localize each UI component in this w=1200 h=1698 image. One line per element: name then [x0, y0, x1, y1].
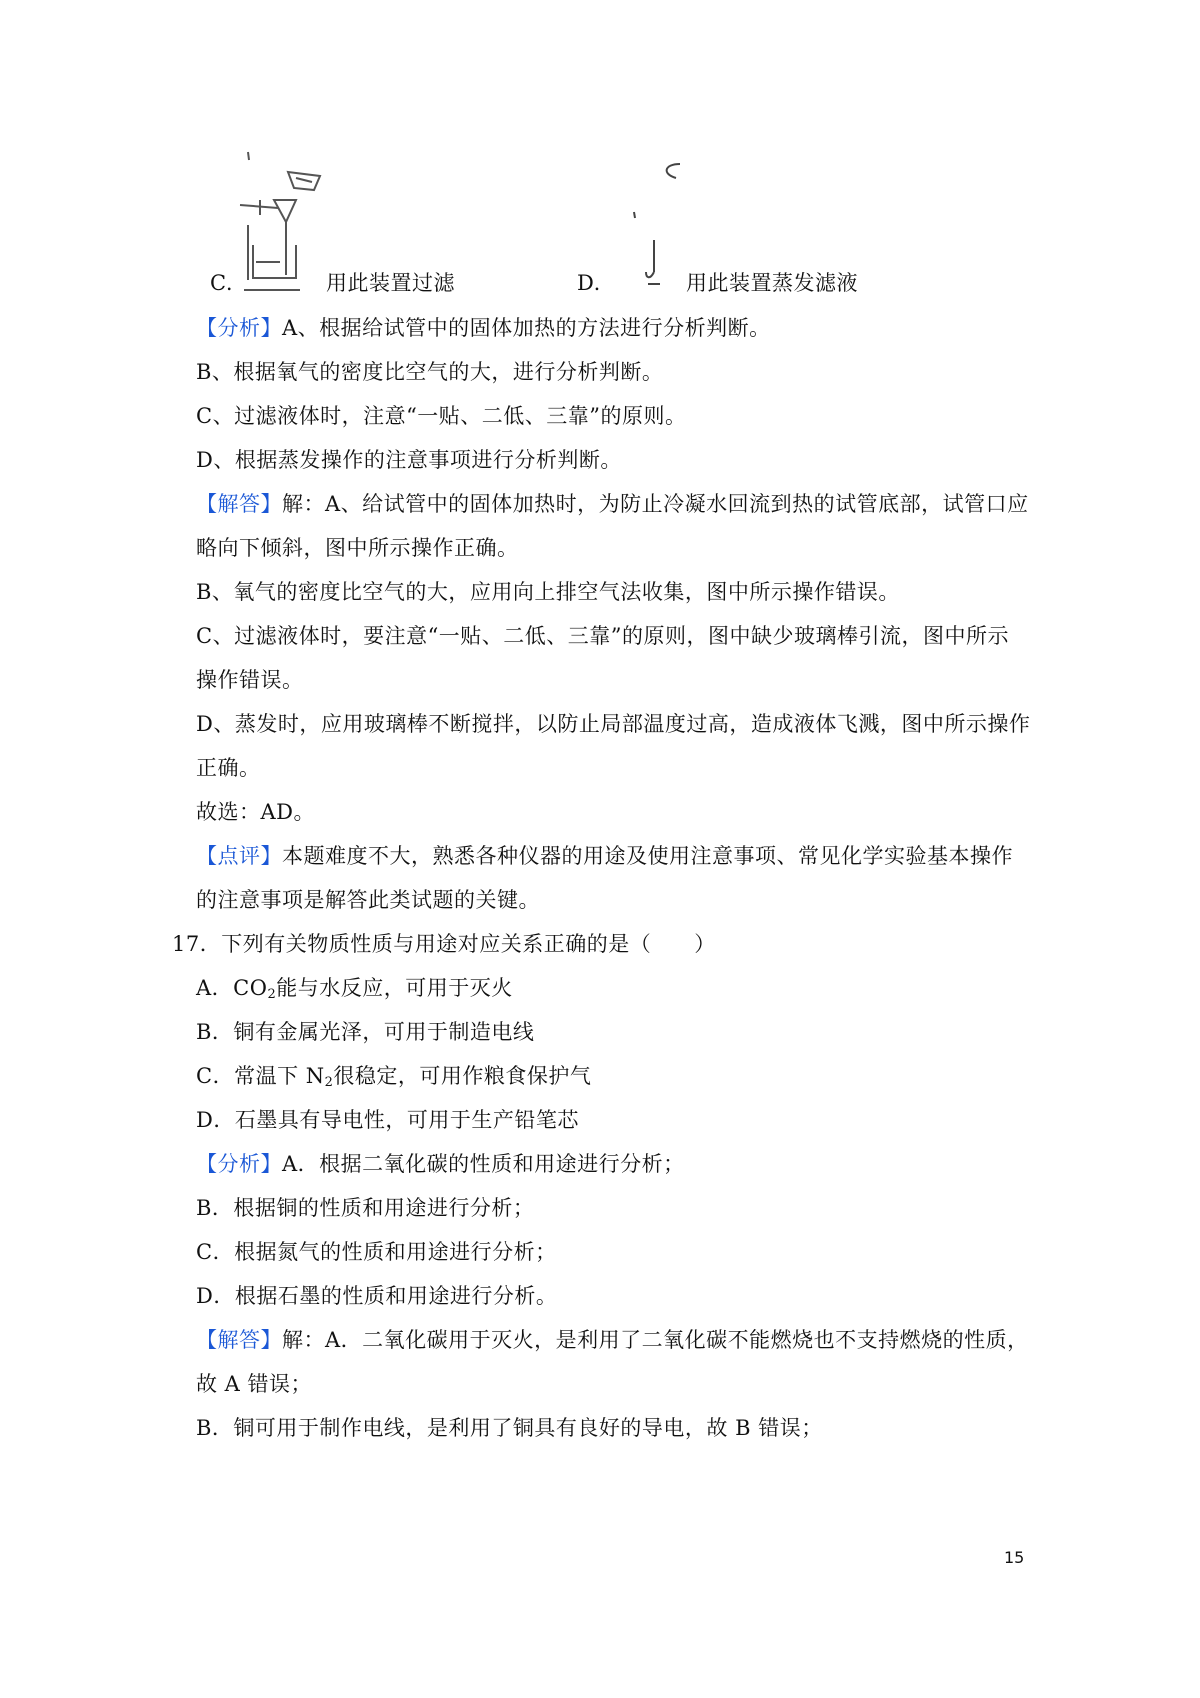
- figure-c-caption: 用此装置过滤: [326, 271, 455, 295]
- q16-analysis-line-1: 【分析】A、根据给试管中的固体加热的方法进行分析判断。: [196, 316, 771, 340]
- q16-answer-c-line-2: 操作错误。: [196, 668, 304, 692]
- answer-tag: 【解答】: [196, 492, 282, 516]
- analysis-tag: 【分析】: [196, 316, 282, 340]
- comment-tag: 【点评】: [196, 844, 282, 868]
- q17-analysis-line-1: 【分析】A．根据二氧化碳的性质和用途进行分析；: [196, 1152, 685, 1176]
- q17-option-a: A．$CO_2$能与水反应，可用于灭火: [196, 976, 513, 1002]
- q16-analysis-d: D、根据蒸发操作的注意事项进行分析判断。: [196, 448, 622, 472]
- analysis-tag: 【分析】: [196, 1152, 282, 1176]
- q16-answer-b: B、氧气的密度比空气的大，应用向上排空气法收集，图中所示操作错误。: [196, 580, 900, 604]
- evaporation-apparatus-image: [628, 150, 688, 290]
- q16-analysis-c: C、过滤液体时，注意“一贴、二低、三靠”的原则。: [196, 404, 687, 428]
- q17-answer-line-2: 故 A 错误；: [196, 1372, 313, 1396]
- q17-analysis-b: B．根据铜的性质和用途进行分析；: [196, 1196, 535, 1220]
- q16-answer-d-line-2: 正确。: [196, 756, 261, 780]
- q17-stem: 17．下列有关物质性质与用途对应关系正确的是（ ）: [172, 932, 716, 956]
- q16-comment-line-1: 【点评】本题难度不大，熟悉各种仪器的用途及使用注意事项、常见化学实验基本操作: [196, 844, 1013, 868]
- filtration-apparatus-image: [238, 150, 338, 300]
- q16-comment-line-2: 的注意事项是解答此类试题的关键。: [196, 888, 540, 912]
- q17-option-c: C．常温下 $N_2$很稳定，可用作粮食保护气: [196, 1064, 592, 1090]
- q16-answer-c-line-1: C、过滤液体时，要注意“一贴、二低、三靠”的原则，图中缺少玻璃棒引流，图中所示: [196, 624, 1010, 648]
- q17-analysis-d: D．根据石墨的性质和用途进行分析。: [196, 1284, 558, 1308]
- q17-option-b: B．铜有金属光泽，可用于制造电线: [196, 1020, 535, 1044]
- q16-choice: 故选：AD。: [196, 800, 316, 824]
- answer-tag: 【解答】: [196, 1328, 282, 1352]
- q17-answer-b: B．铜可用于制作电线，是利用了铜具有良好的导电，故 B 错误；: [196, 1416, 823, 1440]
- q16-answer-line-2: 略向下倾斜，图中所示操作正确。: [196, 536, 519, 560]
- q16-answer-line-1: 【解答】解：A、给试管中的固体加热时，为防止冷凝水回流到热的试管底部，试管口应: [196, 492, 1029, 516]
- figure-d-label: D.: [577, 271, 601, 295]
- q17-answer-line-1: 【解答】解：A．二氧化碳用于灭火，是利用了二氧化碳不能燃烧也不支持燃烧的性质，: [196, 1328, 1029, 1352]
- q16-analysis-b: B、根据氧气的密度比空气的大，进行分析判断。: [196, 360, 664, 384]
- q16-answer-d-line-1: D、蒸发时，应用玻璃棒不断搅拌，以防止局部温度过高，造成液体飞溅，图中所示操作: [196, 712, 1031, 736]
- q17-analysis-c: C．根据氮气的性质和用途进行分析；: [196, 1240, 557, 1264]
- figure-c-label: C.: [210, 271, 233, 295]
- figure-d-caption: 用此装置蒸发滤液: [686, 271, 858, 295]
- page-number: 15: [1004, 1548, 1025, 1567]
- q17-option-d: D．石墨具有导电性，可用于生产铅笔芯: [196, 1108, 579, 1132]
